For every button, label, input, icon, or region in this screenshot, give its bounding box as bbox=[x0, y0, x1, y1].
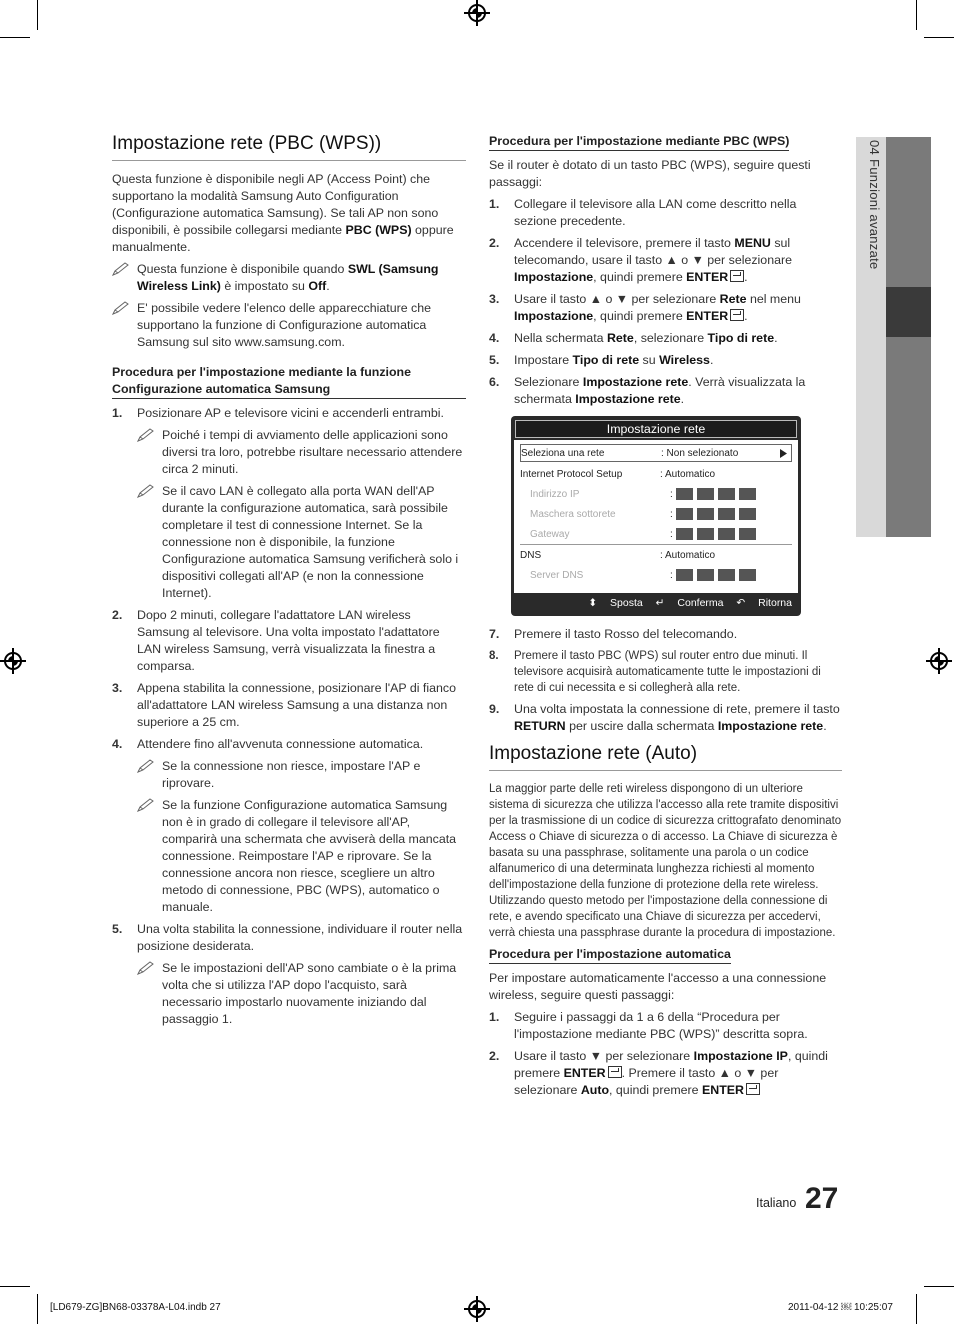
enter-icon bbox=[746, 1083, 760, 1095]
note-pencil-icon bbox=[137, 484, 155, 498]
move-hint: ⬍ Sposta bbox=[588, 597, 643, 609]
osd-row-subnet-mask: Maschera sottorete : bbox=[520, 504, 792, 524]
arrow-right-icon bbox=[779, 449, 788, 458]
note-pencil-icon bbox=[137, 798, 155, 812]
note-pencil-icon bbox=[137, 428, 155, 442]
osd-footer bbox=[514, 593, 798, 613]
steps-list bbox=[489, 1009, 842, 1099]
note-pencil-icon bbox=[112, 301, 130, 315]
crop-mark bbox=[924, 1286, 954, 1287]
enter-icon bbox=[608, 1066, 622, 1078]
chapter-tab-label: 04 Funzioni avanzate bbox=[867, 140, 882, 270]
print-date-info: 2011-04-12 ￼ 10:25:07 bbox=[788, 1302, 893, 1313]
crop-mark bbox=[924, 37, 954, 38]
tv-screen-network-settings bbox=[511, 416, 801, 616]
list-item: 5. Impostare Tipo di rete su Wireless. bbox=[489, 353, 714, 367]
page-number: 27 bbox=[805, 1182, 839, 1215]
osd-row-ip-address: Indirizzo IP : bbox=[520, 484, 792, 504]
section-title: Impostazione rete (Auto) bbox=[489, 743, 842, 771]
enter-icon bbox=[730, 309, 744, 321]
steps-list bbox=[489, 196, 842, 408]
subsection-heading: Procedura per l'impostazione mediante PBC (WPS) bbox=[489, 133, 789, 151]
crop-mark bbox=[0, 37, 30, 38]
list-item: 8. Premere il tasto PBC (WPS) sul router entro due minuti. Il televisore acquisirà automaticamente tutte le impostazioni di rete di cui necessita e si collegherà alla rete. bbox=[489, 650, 821, 694]
confirm-hint: ↵ Conferma bbox=[655, 597, 724, 609]
note: Se le impostazioni dell'AP sono cambiate o è la prima volta che si utilizza l'AP dopo l'acquisto, sarà necessario impostarlo nuovamente iniziando dal passaggio 1. bbox=[137, 960, 466, 1028]
note-pencil-icon bbox=[112, 262, 130, 276]
note: E' possibile vedere l'elenco delle apparecchiature che supportano la funzione di Configurazione automatica Samsung sul sito www.samsung.com. bbox=[112, 300, 466, 351]
paragraph: La maggior parte delle reti wireless dispongono di un ulteriore sistema di sicurezza che utilizza l'accesso alla rete tramite dispositivi per la trasmissione di un codice di sicurezza crittografato denominato Access o Chiave di sicurezza o di accesso. La Chiave di sicurezza è basata su una passphrase, solitamente una parola o un codice alfanumerico di una determinata lunghezza richiesti al momento dell'impostazione della funzione di protezione della rete wireless. Utilizzando questo metodo per l'impostazione della connessione di rete, e avendo specificato una Chiave di sicurezza per accedervi, verrà chiesta una passphrase durante la procedura di impostazione. bbox=[489, 783, 842, 939]
steps-list bbox=[489, 626, 842, 735]
note: Se la connessione non riesce, impostare l'AP e riprovare. bbox=[137, 758, 466, 792]
language-label: Italiano bbox=[756, 1196, 797, 1210]
list-item: 9. Una volta impostata la connessione di rete, premere il tasto RETURN per uscire dalla schermata Impostazione rete. bbox=[489, 702, 840, 733]
registration-mark-icon bbox=[468, 1300, 486, 1318]
list-item: 1. Collegare il televisore alla LAN come descritto nella sezione precedente. bbox=[489, 197, 797, 228]
list-item: 2. Dopo 2 minuti, collegare l'adattatore LAN wireless Samsung al televisore. Una volta impostato l'adattatore LAN wireless Samsung, verrà visualizzata la finestra a comparsa. bbox=[112, 608, 440, 673]
list-item: 7. Premere il tasto Rosso del telecomando. bbox=[489, 627, 738, 641]
chapter-tab-dark bbox=[886, 137, 931, 537]
crop-mark bbox=[37, 1294, 38, 1324]
list-item: 4. Attendere fino all'avvenuta connessione automatica. Se la connessione non riesce, impostare l'AP e riprovare. Se la funzione Configurazione automatica Samsung non è in grado di collegare il televisore all'AP, comparirà una schermata che avviserà della mancata connessione. Reimpostare l'AP e riprovare. Se la connessione ancora non riesce, scegliere un altro metodo di connessione, PBC (WPS), automatico o manuale. bbox=[112, 736, 466, 916]
intro-paragraph: Se il router è dotato di un tasto PBC (WPS), seguire questi passaggi: bbox=[489, 158, 811, 189]
print-file-info: [LD679-ZG]BN68-03378A-L04.indb 27 bbox=[50, 1302, 221, 1313]
crop-mark bbox=[37, 0, 38, 30]
list-item: 5. Una volta stabilita la connessione, individuare il router nella posizione desiderata. Se le impostazioni dell'AP sono cambiate o è la prima volta che si utilizza l'AP dopo l'acquisto, sarà necessario impostarlo nuovamente iniziando dal passaggio 1. bbox=[112, 921, 466, 1028]
list-item: 2. Usare il tasto ▼ per selezionare Impostazione IP, quindi premere ENTER . Premere il tasto ▲ o ▼ per selezionare Auto, quindi premere ENTER bbox=[489, 1049, 828, 1097]
left-column bbox=[112, 133, 466, 1033]
osd-row-select-network[interactable]: Seleziona una rete : Non selezionato bbox=[520, 444, 792, 462]
osd-row-dns[interactable]: DNS : Automatico bbox=[520, 549, 716, 561]
section-title: Impostazione rete (PBC (WPS)) bbox=[112, 133, 466, 161]
intro-paragraph: Questa funzione è disponibile negli AP (Access Point) che supportano la modalità Samsung Auto Configuration (Configurazione automatica Samsung). Se tali AP non sono disponibili, è possibile collegarsi mediante PBC (WPS) oppure manualmente. bbox=[112, 172, 454, 254]
note: Poiché i tempi di avviamento delle applicazioni sono diversi tra loro, potrebbe risultare necessario attendere circa 2 minuti. bbox=[137, 427, 466, 478]
osd-row-gateway: Gateway : bbox=[520, 524, 792, 545]
subsection-heading: Procedura per l'impostazione automatica bbox=[489, 946, 731, 964]
crop-mark bbox=[916, 0, 917, 30]
right-column bbox=[489, 133, 842, 1104]
chapter-tab-marker bbox=[886, 287, 931, 337]
list-item: 1. Seguire i passaggi da 1 a 6 della “Procedura per l'impostazione mediante PBC (WPS)” descritta sopra. bbox=[489, 1010, 808, 1041]
return-hint: ↶ Ritorna bbox=[736, 597, 792, 609]
crop-mark bbox=[916, 1294, 917, 1324]
steps-list bbox=[112, 405, 466, 1028]
list-item: 1. Posizionare AP e televisore vicini e accenderli entrambi. Poiché i tempi di avviamento delle applicazioni sono diversi tra loro, potrebbe risultare necessario attendere circa 2 minuti. Se il cavo LAN è collegato alla porta WAN dell'AP durante la configurazione automatica, sarà possibile completare il test di connessione Internet. Se la connessione non è disponibile, la funzione Configurazione automatica Samsung verificherà solo i dispositivi collegati all'AP (e non la connessione Internet). bbox=[112, 405, 466, 602]
list-item: 3. Usare il tasto ▲ o ▼ per selezionare Rete nel menu Impostazione, quindi premere ENTER . bbox=[489, 292, 801, 323]
list-item: 6. Selezionare Impostazione rete. Verrà visualizzata la schermata Impostazione rete. bbox=[489, 375, 806, 406]
note: Se la funzione Configurazione automatica Samsung non è in grado di collegare il televisore all'AP, comparirà una schermata che avviserà della mancata connessione. Reimpostare l'AP e riprovare. Se la connessione ancora non riesce, scegliere un altro metodo di connessione, PBC (WPS), automatico o manuale. bbox=[137, 797, 466, 916]
enter-icon bbox=[730, 270, 744, 282]
note-pencil-icon bbox=[137, 759, 155, 773]
osd-row-dns-server: Server DNS : bbox=[520, 565, 792, 585]
list-item: 2. Accendere il televisore, premere il tasto MENU sul telecomando, usare il tasto ▲ o ▼ per selezionare Impostazione, quindi premere ENTER . bbox=[489, 236, 792, 284]
list-item: 4. Nella schermata Rete, selezionare Tipo di rete. bbox=[489, 331, 778, 345]
intro-paragraph: Per impostare automaticamente l'accesso a una connessione wireless, seguire questi passaggi: bbox=[489, 971, 827, 1002]
subsection-heading: Procedura per l'impostazione mediante la funzione Configurazione automatica Samsung bbox=[112, 364, 466, 399]
registration-mark-icon bbox=[468, 4, 486, 22]
registration-mark-icon bbox=[930, 652, 948, 670]
note-pencil-icon bbox=[137, 961, 155, 975]
note: Se il cavo LAN è collegato alla porta WAN dell'AP durante la configurazione automatica, sarà possibile completare il test di connessione Internet. Se la connessione non è disponibile, la funzione Configurazione automatica Samsung verificherà solo i dispositivi collegati all'AP (e non la connessione Internet). bbox=[137, 483, 466, 602]
note: Questa funzione è disponibile quando SWL (Samsung Wireless Link) è impostato su Off. bbox=[112, 261, 466, 295]
crop-mark bbox=[0, 1286, 30, 1287]
osd-title: Impostazione rete bbox=[515, 420, 797, 438]
osd-row-ip-setup[interactable]: Internet Protocol Setup : Automatico bbox=[520, 468, 716, 480]
osd-body bbox=[514, 440, 798, 593]
registration-mark-icon bbox=[4, 652, 22, 670]
list-item: 3. Appena stabilita la connessione, posizionare l'AP di fianco all'adattatore LAN wireless Samsung a una distanza non superiore a 25 cm. bbox=[112, 681, 456, 729]
